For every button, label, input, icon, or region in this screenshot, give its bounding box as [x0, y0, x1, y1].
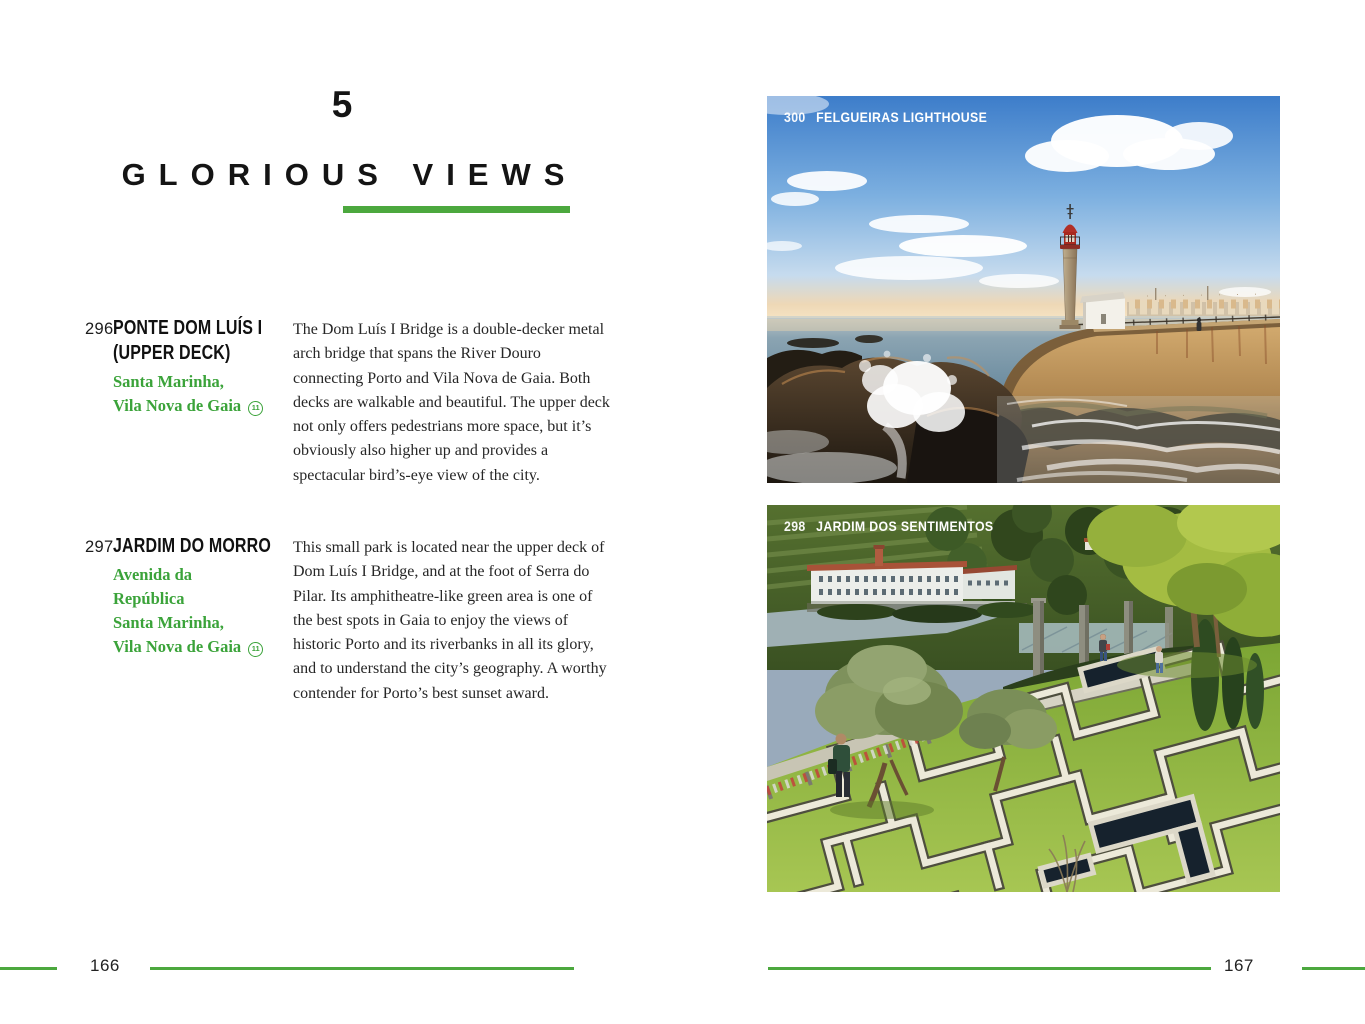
entry-description: The Dom Luís I Bridge is a double-decker metal arch bridge that spans the River Douro connecting Porto and Vila Nova de Gaia. Both decks are walkable and beautiful. The upper deck not only offers pedestrians more space, but it’s obviously also higher up and provides a spectacular bird’s-eye view of the city. [293, 321, 610, 484]
entry-address [113, 370, 293, 418]
footer-rule [768, 967, 1211, 970]
address-line: República [113, 589, 185, 608]
entry-heading [113, 316, 293, 418]
map-ref-badge: 11 [248, 401, 263, 416]
footer-rule [0, 967, 57, 970]
entry-heading [113, 534, 293, 659]
felgueiras-lighthouse-art [767, 96, 1280, 483]
page-number-left: 166 [90, 956, 120, 975]
entry-number: 296 [85, 320, 114, 338]
footer-rule [1302, 967, 1365, 970]
entry-number: 297 [85, 538, 114, 556]
entry-address [113, 563, 293, 659]
person-on-pier [1197, 318, 1201, 322]
address-line: Santa Marinha, [113, 613, 224, 632]
photo-number: 298 [784, 518, 806, 534]
photo-felgueiras-lighthouse [767, 96, 1280, 483]
horizon [767, 316, 1280, 319]
entry-title: JARDIM DO MORRO [113, 535, 271, 557]
photo-jardim-dos-sentimentos [767, 505, 1280, 892]
page-number-right: 167 [1224, 956, 1254, 975]
photo-title: FELGUEIRAS LIGHTHOUSE [816, 109, 988, 125]
address-line: Santa Marinha, [113, 372, 224, 391]
rock-islet [787, 338, 839, 348]
chapter-number: 5 [331, 84, 354, 125]
address-line: Vila Nova de Gaia 11 [113, 635, 293, 659]
entry-title: PONTE DOM LUÍS I (UPPER DECK) [113, 317, 263, 364]
address-line: Vila Nova de Gaia 11 [113, 394, 293, 418]
keeper-house [1083, 298, 1125, 329]
photo-caption [784, 109, 987, 125]
chapter-title-underline [343, 206, 570, 213]
jardim-dos-sentimentos-art [767, 505, 1280, 892]
photo-title: JARDIM DOS SENTIMENTOS [816, 518, 994, 534]
address-line: Avenida da [113, 565, 193, 584]
footer-rule [150, 967, 574, 970]
chapter-title: GLORIOUS VIEWS [121, 156, 578, 192]
photo-caption [784, 518, 993, 534]
entry-description: This small park is located near the upper deck of Dom Luís I Bridge, and at the foot of Serra do Pilar. Its amphitheatre-like green area is one of the best spots in Gaia to enjoy the views of historic Porto and its riverbanks in all its glory, and to understand the city’s geography. A worthy contender for Porto’s best sunset award. [293, 539, 607, 702]
photo-number: 300 [784, 109, 806, 125]
map-ref-badge: 11 [248, 642, 263, 657]
person-upper-2 [1155, 646, 1163, 673]
